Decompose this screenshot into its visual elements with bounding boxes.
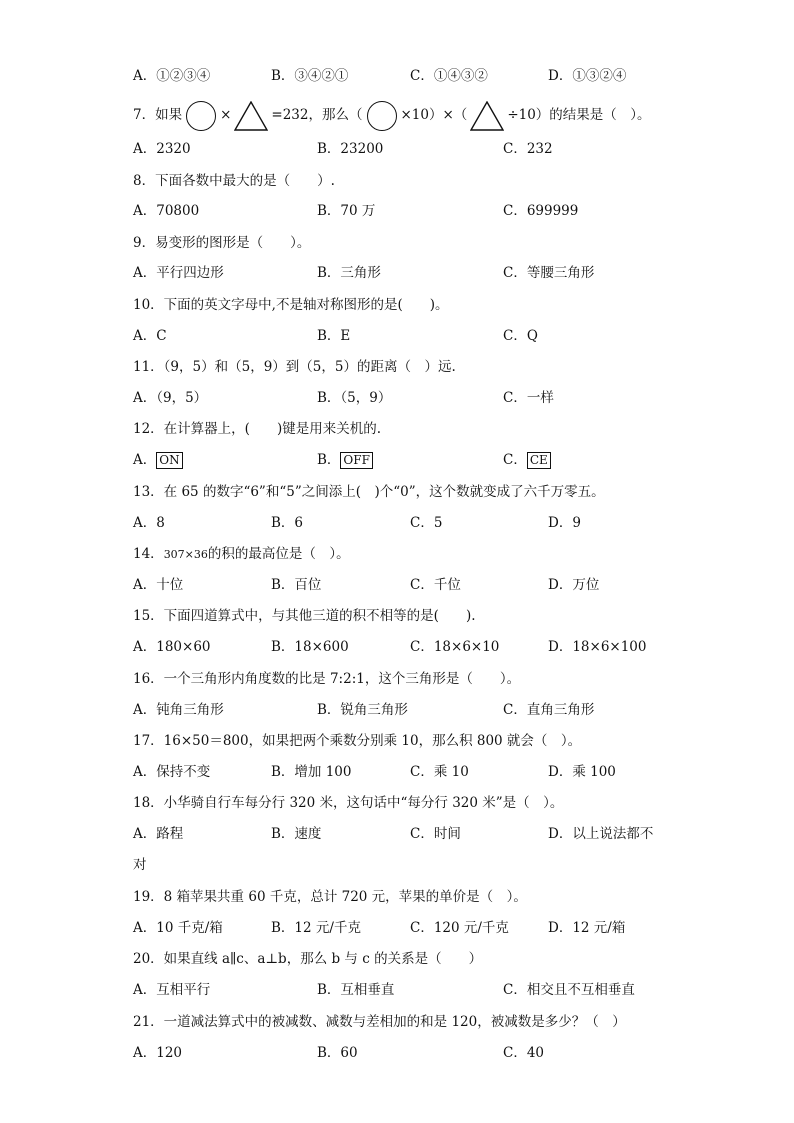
on-key-icon: ON [156, 452, 182, 469]
q21-option-c[interactable]: C．40 [503, 1045, 545, 1061]
q10-option-b[interactable]: B．E [317, 328, 351, 344]
q11-options [133, 388, 693, 408]
q7-mid: ×10）×（ [400, 107, 468, 123]
triangle-shape-icon [234, 101, 268, 131]
q15-stem: 15．下面四道算式中，与其他三道的积不相等的是( ). [133, 608, 476, 624]
q17-stem: 17．16×50＝800，如果把两个乘数分别乘 10，那么积 800 就会（ ）。 [133, 733, 582, 749]
q11-option-b[interactable]: B．（5，9） [317, 390, 392, 406]
q8-stem: 8．下面各数中最大的是（ ）. [133, 173, 335, 189]
q15-option-d[interactable]: D．18×6×100 [548, 639, 647, 655]
q18-stem: 18．小华骑自行车每分行 320 米，这句话中“每分行 320 米”是（ ）。 [133, 795, 564, 811]
q18-option-b[interactable]: B．速度 [271, 826, 322, 842]
q12-option-a[interactable] [133, 450, 183, 470]
q7-equation: =232，那么（ [271, 107, 363, 123]
q6-option-b[interactable]: B．③④②① [271, 68, 349, 84]
q21-option-a[interactable]: A．120 [133, 1045, 183, 1061]
triangle-shape-icon [470, 101, 504, 131]
q9-options [133, 263, 693, 283]
off-key-icon: OFF [340, 452, 373, 469]
q18-option-a[interactable]: A．路程 [133, 826, 184, 842]
q8-option-b[interactable]: B．70 万 [317, 203, 376, 219]
q17-option-c[interactable]: C．乘 10 [410, 764, 469, 780]
q20-options [133, 980, 693, 1000]
q17-option-a[interactable]: A．保持不变 [133, 764, 211, 780]
q16-stem: 16．一个三角形内角度数的比是 7:2:1，这个三角形是（ ）。 [133, 671, 521, 687]
q14-text: 的积的最高位是（ ）。 [207, 546, 350, 562]
q12-option-a-label: A． [133, 452, 157, 468]
q16-options [133, 700, 693, 720]
q13-option-b[interactable]: B．6 [271, 515, 304, 531]
q12-option-b-label: B． [317, 452, 341, 468]
q10-option-a[interactable]: A．C [133, 328, 167, 344]
q17-options [133, 762, 693, 782]
q16-option-b[interactable]: B．锐角三角形 [317, 702, 408, 718]
q14-option-a[interactable]: A．十位 [133, 577, 184, 593]
circle-shape-icon [186, 101, 216, 131]
q7-option-b[interactable]: B．23200 [317, 141, 384, 157]
q15-option-b[interactable]: B．18×600 [271, 639, 349, 655]
q7-prefix: 7．如果 [133, 107, 183, 123]
q7-stem [133, 100, 651, 130]
q11-option-a[interactable]: A．（9，5） [133, 390, 208, 406]
q7-option-c[interactable]: C．232 [503, 141, 553, 157]
q13-option-c[interactable]: C．5 [410, 515, 443, 531]
q14-stem [133, 544, 350, 565]
q18-options [133, 824, 693, 844]
q19-option-d[interactable]: D．12 元/箱 [548, 920, 626, 936]
q12-stem: 12．在计算器上，( )键是用来关机的. [133, 421, 382, 437]
q10-option-c[interactable]: C．Q [503, 328, 538, 344]
q14-options [133, 575, 693, 595]
q16-option-c[interactable]: C．直角三角形 [503, 702, 595, 718]
q13-options [133, 513, 693, 533]
q9-option-b[interactable]: B．三角形 [317, 265, 381, 281]
q6-option-d[interactable]: D．①③②④ [548, 68, 627, 84]
ce-key-icon: CE [527, 452, 551, 469]
q20-option-a[interactable]: A．互相平行 [133, 982, 211, 998]
q14-option-c[interactable]: C．千位 [410, 577, 461, 593]
q19-option-a[interactable]: A．10 千克/箱 [133, 920, 223, 936]
q9-option-a[interactable]: A．平行四边形 [133, 265, 224, 281]
q21-stem: 21．一道减法算式中的被减数、减数与差相加的和是 120，被减数是多少？（ ） [133, 1014, 626, 1030]
q15-option-a[interactable]: A．180×60 [133, 639, 211, 655]
q16-option-a[interactable]: A．钝角三角形 [133, 702, 224, 718]
q19-stem: 19．8 箱苹果共重 60 千克，总计 720 元，苹果的单价是（ ）。 [133, 889, 527, 905]
q9-option-c[interactable]: C．等腰三角形 [503, 265, 595, 281]
q7-option-a[interactable]: A．2320 [133, 141, 191, 157]
q6-options [133, 66, 693, 86]
q19-option-c[interactable]: C．120 元/千克 [410, 920, 509, 936]
q20-option-b[interactable]: B．互相垂直 [317, 982, 395, 998]
q20-stem: 20．如果直线 a∥c、a⊥b，那么 b 与 c 的关系是（ ） [133, 951, 483, 967]
q15-option-c[interactable]: C．18×6×10 [410, 639, 500, 655]
q11-stem: 11．（9，5）和（5，9）到（5，5）的距离（ ）远. [133, 359, 456, 375]
q12-option-c-label: C． [503, 452, 527, 468]
q6-option-c[interactable]: C．①④③② [410, 68, 488, 84]
q8-option-c[interactable]: C．699999 [503, 203, 579, 219]
q20-option-c[interactable]: C．相交且不互相垂直 [503, 982, 635, 998]
q21-option-b[interactable]: B．60 [317, 1045, 358, 1061]
q9-stem: 9．易变形的图形是（ ）。 [133, 235, 311, 251]
q7-options [133, 139, 693, 159]
q13-stem: 13．在 65 的数字“6”和“5”之间添上( )个“0”，这个数就变成了六千万零五。 [133, 484, 605, 500]
q17-option-d[interactable]: D．乘 100 [548, 764, 616, 780]
q14-formula: 307×36 [163, 548, 208, 561]
q19-option-b[interactable]: B．12 元/千克 [271, 920, 361, 936]
q8-options [133, 201, 693, 221]
q7-suffix: ÷10）的结果是（ ）。 [507, 107, 651, 123]
q18-option-c[interactable]: C．时间 [410, 826, 461, 842]
q14-option-d[interactable]: D．万位 [548, 577, 600, 593]
q15-options [133, 637, 693, 657]
q7-times: × [220, 107, 232, 123]
q13-option-a[interactable]: A．8 [133, 515, 165, 531]
q8-option-a[interactable]: A．70800 [133, 203, 200, 219]
q12-option-b[interactable] [317, 450, 373, 470]
q18-option-d[interactable]: D．以上说法都不 [548, 826, 654, 842]
q12-options [133, 450, 693, 470]
q19-options [133, 918, 693, 938]
q6-option-a[interactable]: A．①②③④ [133, 68, 211, 84]
q11-option-c[interactable]: C．一样 [503, 390, 554, 406]
q13-option-d[interactable]: D．9 [548, 515, 581, 531]
q14-number: 14． [133, 546, 164, 562]
q10-stem: 10．下面的英文字母中,不是轴对称图形的是( )。 [133, 297, 449, 313]
q17-option-b[interactable]: B．增加 100 [271, 764, 352, 780]
q21-options [133, 1043, 693, 1063]
circle-shape-icon [367, 101, 397, 131]
q12-option-c[interactable] [503, 450, 551, 470]
q18-option-d-wrap: 对 [133, 857, 147, 873]
q14-option-b[interactable]: B．百位 [271, 577, 322, 593]
q10-options [133, 326, 693, 346]
